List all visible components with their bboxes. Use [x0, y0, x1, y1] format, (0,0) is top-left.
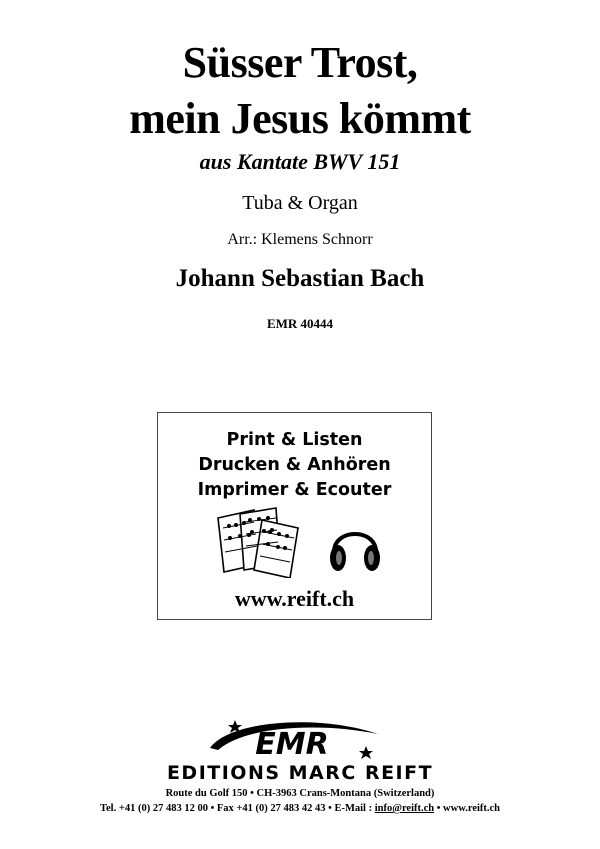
- subtitle: aus Kantate BWV 151: [199, 149, 401, 174]
- contact-prefix: Tel. +41 (0) 27 483 12 00 • Fax +41 (0) 27 483 42 43 • E-Mail :: [99, 803, 375, 814]
- arranger: Arr.: Klemens Schnorr: [227, 231, 373, 248]
- publisher-address: Route du Golf 150 • CH-3963 Crans-Montana (Switzerland): [165, 788, 435, 799]
- instrumentation: Tuba & Organ: [242, 192, 358, 214]
- catalog-number: EMR 40444: [266, 316, 334, 331]
- email-link[interactable]: info@reift.ch: [374, 803, 435, 814]
- contact-suffix: • www.reift.ch: [434, 803, 501, 814]
- sheet-music-icon: [214, 506, 304, 578]
- publisher-contact: [0, 802, 600, 815]
- print-listen-box: [157, 412, 432, 620]
- emr-logo-icon: [200, 712, 385, 762]
- logo-mark-text: EMR: [255, 727, 329, 762]
- promo-line-drucken-anhoren: Drucken & Anhören: [198, 455, 391, 475]
- title-line-1: Süsser Trost,: [182, 38, 418, 87]
- promo-line-print-listen: Print & Listen: [226, 430, 363, 450]
- website-link[interactable]: www.reift.ch: [234, 586, 355, 611]
- promo-line-imprimer-ecouter: Imprimer & Ecouter: [197, 480, 392, 500]
- headphones-icon: [326, 518, 384, 576]
- publisher-name: EDITIONS MARC REIFT: [166, 762, 434, 784]
- title-line-2: mein Jesus kömmt: [129, 94, 471, 143]
- composer: Johann Sebastian Bach: [175, 265, 425, 292]
